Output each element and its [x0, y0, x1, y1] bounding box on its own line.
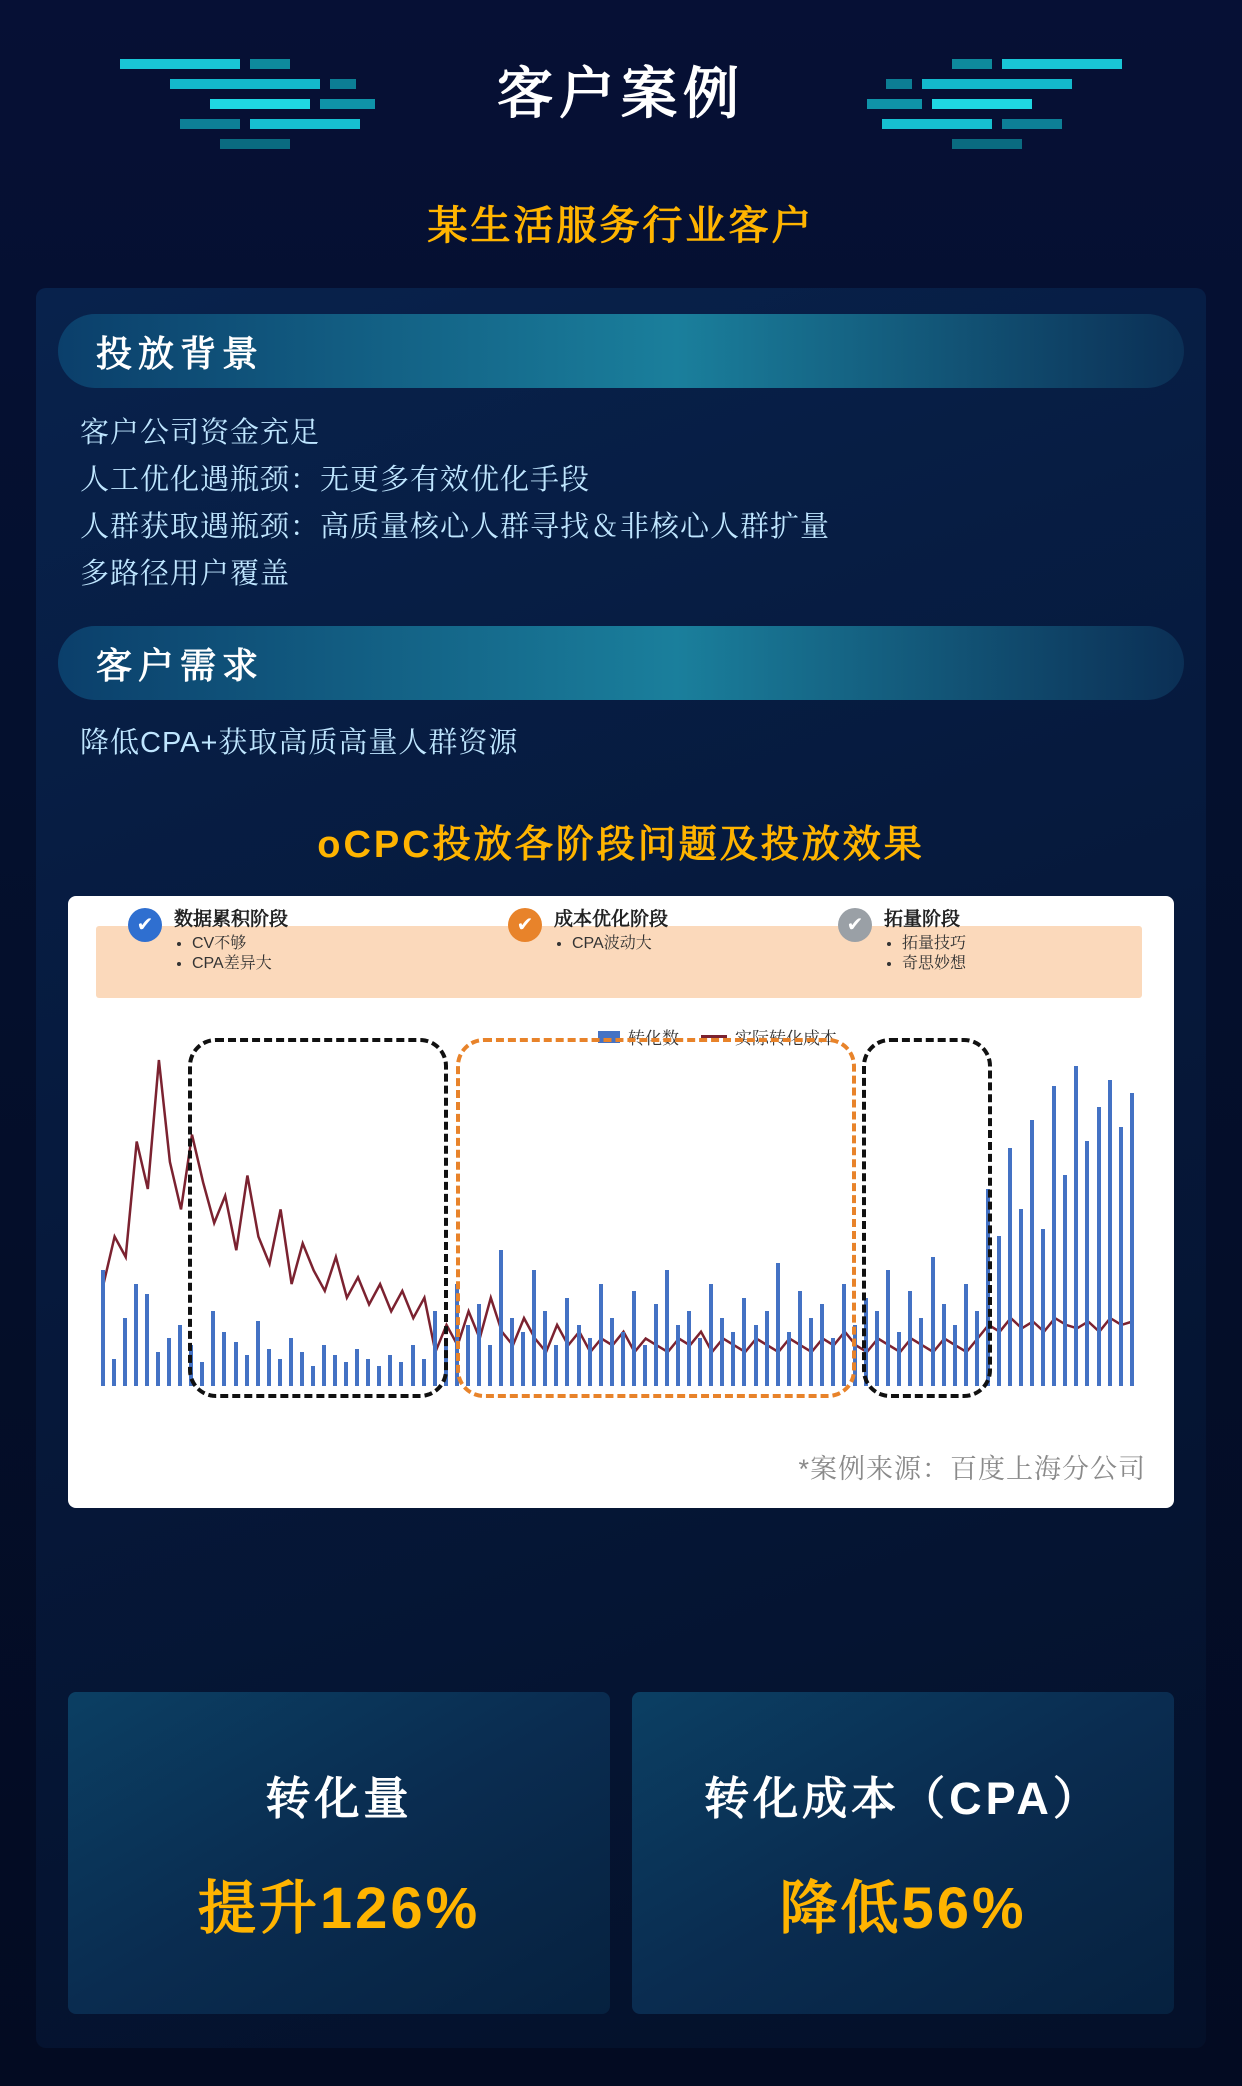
section-need-label: 客户需求: [96, 644, 265, 686]
phase-bullet: • CPA波动大: [572, 934, 668, 954]
legend-label-line: 实际转化成本: [735, 1029, 837, 1048]
chart-bar: [167, 1338, 171, 1386]
phase-item-3: [838, 904, 966, 974]
chart-bar: [1008, 1148, 1012, 1386]
main-card: [36, 288, 1206, 2048]
background-line: 人群获取遇瓶颈：高质量核心人群寻找＆非核心人群扩量: [80, 511, 831, 543]
phase-bullet: • CPA差异大: [192, 954, 288, 974]
chart-bar: [1019, 1209, 1023, 1386]
chart-bar: [123, 1318, 127, 1386]
chart-title: oCPC投放各阶段问题及投放效果: [317, 824, 925, 866]
chart-bar: [145, 1294, 149, 1386]
chart-bar: [1085, 1141, 1089, 1386]
chart-bar: [1052, 1086, 1056, 1386]
check-icon: ✔: [838, 908, 872, 942]
phase-item-1: [128, 904, 288, 974]
annotation-box-expansion: [862, 1038, 992, 1398]
chart-bar: [112, 1359, 116, 1386]
page-title: 客户案例: [497, 62, 745, 125]
chart-bar: [1074, 1066, 1078, 1386]
results-row: [68, 1692, 1174, 2014]
source-note: *案例来源：百度上海分公司: [798, 1454, 1146, 1484]
phase-bullet: • CV不够: [192, 934, 288, 954]
background-list: [80, 410, 1206, 598]
phase-item-2: [508, 904, 668, 954]
phase-bullets: [554, 934, 668, 954]
chart-bar: [101, 1270, 105, 1386]
chart-bar: [1108, 1080, 1112, 1386]
legend-label-bar: 转化数: [628, 1029, 679, 1048]
phase-bullets: [884, 934, 966, 974]
result-card-cpa: [632, 1692, 1174, 2014]
section-background-header: [58, 314, 1184, 388]
phase-bullets: [174, 934, 288, 974]
need-text: 降低CPA+获取高质高量人群资源: [80, 727, 519, 759]
annotation-box-optimization: [456, 1038, 856, 1398]
background-line: 多路径用户覆盖: [80, 558, 291, 590]
phase-name: 数据累积阶段: [174, 909, 289, 930]
chart-bar: [134, 1284, 138, 1386]
phase-name: 拓量阶段: [884, 909, 961, 930]
page-subtitle: 某生活服务行业客户: [427, 204, 815, 248]
background-line: 人工优化遇瓶颈：无更多有效优化手段: [80, 464, 591, 496]
chart-bar: [1041, 1229, 1045, 1386]
chart-panel: [68, 896, 1174, 1508]
chart-bar: [1030, 1120, 1034, 1386]
check-icon: ✔: [128, 908, 162, 942]
chart-bar: [178, 1325, 182, 1386]
header: [0, 0, 1242, 190]
chart-bar: [1097, 1107, 1101, 1386]
result-label: 转化成本（CPA）: [704, 1772, 1102, 1824]
chart-bar: [1063, 1175, 1067, 1386]
annotation-box-accumulation: [188, 1038, 448, 1398]
check-icon: ✔: [508, 908, 542, 942]
chart-bar: [1130, 1093, 1134, 1386]
chart-bar: [997, 1236, 1001, 1386]
result-card-conversions: [68, 1692, 610, 2014]
result-value: 降低56%: [779, 1875, 1027, 1941]
result-value: 提升126%: [197, 1875, 481, 1941]
phase-bullet: • 拓量技巧: [902, 934, 966, 954]
background-line: 客户公司资金充足: [80, 417, 321, 449]
chart-bar: [156, 1352, 160, 1386]
chart-bar: [1119, 1127, 1123, 1386]
section-background-label: 投放背景: [96, 332, 265, 374]
section-need-header: [58, 626, 1184, 700]
result-label: 转化量: [265, 1772, 413, 1824]
phase-name: 成本优化阶段: [554, 909, 669, 930]
phase-bullet: • 奇思妙想: [902, 954, 966, 974]
